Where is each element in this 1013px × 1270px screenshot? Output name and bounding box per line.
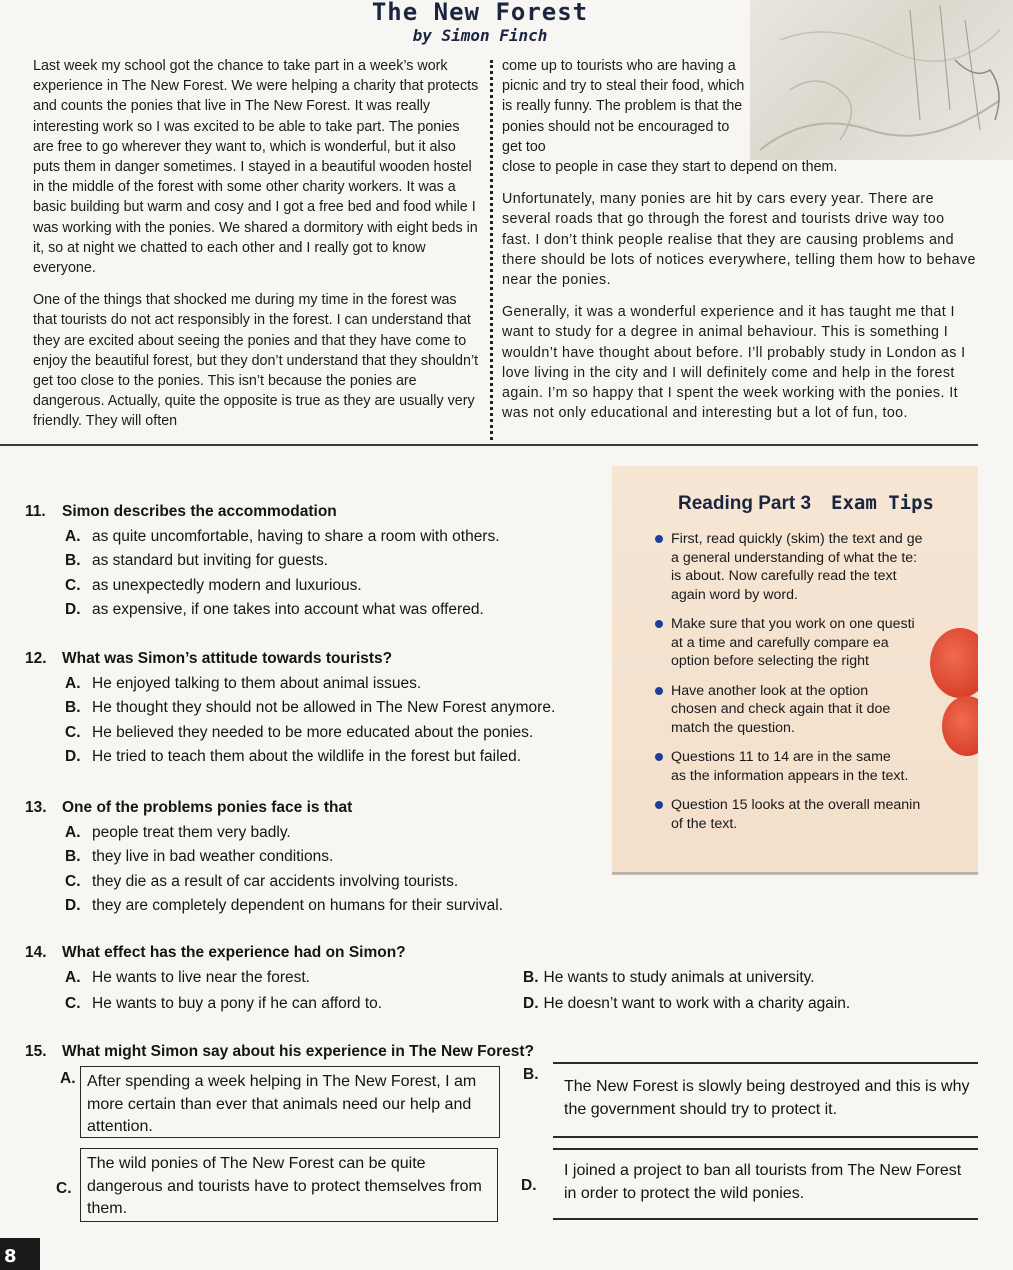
column-divider: [490, 60, 493, 440]
bullet-icon: [655, 687, 663, 695]
option-letter: B.: [65, 552, 81, 570]
question-12: [25, 647, 625, 770]
tip-line: Have another look at the option: [671, 682, 869, 699]
option-letter: D.: [65, 897, 81, 915]
option-a[interactable]: [25, 966, 310, 991]
option-text: they live in bad weather conditions.: [92, 848, 334, 866]
article-author: by Simon Finch: [412, 26, 548, 45]
option-c[interactable]: [25, 574, 605, 599]
option-letter: C.: [65, 994, 81, 1012]
article-bottom-rule: [0, 444, 978, 446]
option-text: they die as a result of car accidents involving tourists.: [92, 872, 459, 890]
tip-line: as the information appears in the text.: [671, 767, 909, 784]
option-b[interactable]: [523, 966, 815, 991]
option-text: He thought they should not be allowed in The New Forest anymore.: [92, 699, 556, 717]
tip-line: at a time and carefully compare ea: [671, 634, 889, 651]
question-15: [25, 1040, 625, 1065]
option-letter: C.: [65, 723, 81, 741]
tips-box-shadow: [612, 872, 978, 875]
tip-line: is about. Now carefully read the text: [671, 568, 897, 584]
option-text: they are completely dependent on humans for their survival.: [92, 897, 503, 915]
tips-title-accent: Exam Tips: [831, 492, 934, 514]
option-d[interactable]: [25, 894, 625, 919]
option-c-box[interactable]: [80, 1148, 498, 1222]
question-number: 12.: [25, 650, 47, 667]
article-paragraph: Generally, it was a wonderful experience and it has taught me that I want to study for a degree in animal behaviour. This is something I wouldn’t have thought about before. I’ll probably study in London as I love living in the city and I will definitely come and help in the forest again. I’m so happy that I spent the week working with the ponies. It was not only educational and interesting but a lot of fun, too.: [502, 304, 966, 422]
option-text: as quite uncomfortable, having to share a room with others.: [92, 527, 500, 545]
tip-item: [652, 682, 978, 738]
option-a-box[interactable]: [80, 1066, 500, 1138]
option-b[interactable]: [25, 845, 625, 870]
article-paragraph: One of the things that shocked me during my time in the forest was that tourists do not act responsibly in the forest. I can understand that they are excited about seeing the ponies and that they have come to enjoy the beautiful forest, but they don’t understand that they shouldn’t get too close to the ponies. This isn’t because the ponies are dangerous. Actually, quite the opposite is true as they are usually very friendly. They will often: [33, 292, 479, 430]
option-c[interactable]: [25, 992, 382, 1017]
option-letter: A.: [60, 1070, 76, 1087]
option-a[interactable]: [25, 525, 605, 550]
tip-item: [652, 530, 978, 604]
question-stem: Simon describes the accommodation: [62, 503, 337, 520]
option-c[interactable]: [25, 721, 625, 746]
option-letter: A.: [65, 527, 81, 545]
question-number: 13.: [25, 799, 47, 816]
option-letter: B.: [65, 699, 81, 717]
article-paragraph: close to people in case they start to depend on them.: [502, 159, 838, 176]
tip-line: Make sure that you work on one questi: [671, 616, 915, 632]
option-a[interactable]: [25, 672, 625, 697]
option-c[interactable]: [25, 870, 625, 895]
tips-title: [678, 492, 978, 515]
question-number: 15.: [25, 1043, 47, 1060]
question-11: [25, 500, 605, 623]
option-b-bottom-rule: [553, 1136, 978, 1138]
question-stem: One of the problems ponies face is that: [62, 799, 353, 816]
tip-line: chosen and check again that it doe: [671, 701, 891, 717]
article-left-column: [33, 56, 483, 444]
option-text: He tried to teach them about the wildlife in the forest but failed.: [92, 748, 522, 766]
tips-title-text: Reading Part 3: [678, 493, 812, 514]
option-letter: C.: [65, 576, 81, 594]
option-text: The wild ponies of The New Forest can be quite dangerous and tourists have to protect themselves from them.: [87, 1155, 482, 1217]
tip-line: Questions 11 to 14 are in the same: [671, 749, 891, 765]
tip-line: Question 15 looks at the overall meanin: [671, 797, 921, 813]
option-d-top-rule: [553, 1148, 978, 1150]
option-b-box[interactable]: [564, 1076, 978, 1121]
option-letter: D.: [523, 994, 539, 1012]
option-text: people treat them very badly.: [92, 823, 291, 841]
bullet-icon: [655, 753, 663, 761]
option-letter: B.: [523, 968, 539, 986]
option-letter: C.: [65, 872, 81, 890]
tip-line: again word by word.: [671, 586, 798, 603]
question-stem: What might Simon say about his experience in The New Forest?: [62, 1043, 534, 1060]
option-text: He wants to live near the forest.: [92, 968, 310, 986]
bullet-icon: [655, 535, 663, 543]
question-stem: What was Simon’s attitude towards tourists?: [62, 650, 393, 667]
option-text: He enjoyed talking to them about animal issues.: [92, 674, 422, 692]
tip-line: First, read quickly (skim) the text and ge: [671, 531, 923, 547]
option-letter: C.: [56, 1180, 72, 1197]
option-text: He believed they needed to be more educated about the ponies.: [92, 723, 534, 741]
question-number: 11.: [25, 503, 46, 520]
option-b[interactable]: [25, 549, 605, 574]
article-paragraph: come up to tourists who are having a picnic and try to steal their food, which is really funny. The problem is that the ponies should not be encouraged to get too: [502, 58, 745, 155]
article-title: The New Forest: [371, 0, 589, 26]
bullet-icon: [655, 620, 663, 628]
option-text: I joined a project to ban all tourists from The New Forest in order to protect the wild ponies.: [564, 1162, 962, 1202]
tip-item: [652, 748, 978, 785]
question-14: [25, 941, 975, 1018]
option-d[interactable]: [25, 745, 625, 770]
tip-line: of the text.: [671, 815, 738, 832]
tips-list: [652, 530, 978, 844]
article-paragraph: Unfortunately, many ponies are hit by cars every year. There are several roads that go through the forest and tourists drive way too fast. I don’t think people realise that they are causing problems and there should be lots of notices everywhere, telling them how to behave near the ponies.: [502, 191, 976, 289]
exam-tips-box: [612, 466, 978, 874]
page-number: 8: [0, 1238, 40, 1270]
option-letter: A.: [65, 823, 81, 841]
option-text: After spending a week helping in The New Forest, I am more certain than ever that animals need our help and attention.: [87, 1073, 477, 1135]
option-letter: A.: [65, 968, 81, 986]
option-d-box[interactable]: [564, 1160, 978, 1205]
option-text: as unexpectedly modern and luxurious.: [92, 576, 362, 594]
option-letter: D.: [65, 601, 81, 619]
option-d[interactable]: [25, 598, 605, 623]
tip-line: match the question.: [671, 719, 795, 736]
question-number: 14.: [25, 944, 47, 961]
option-a[interactable]: [25, 821, 625, 846]
option-b[interactable]: [25, 696, 625, 721]
option-text: The New Forest is slowly being destroyed and this is why the government should try to protect it.: [564, 1078, 970, 1118]
option-letter: D.: [65, 748, 81, 766]
tip-line: a general understanding of what the te:: [671, 549, 918, 566]
option-letter: D.: [521, 1177, 537, 1194]
option-letter: B.: [65, 848, 81, 866]
question-stem: What effect has the experience had on Simon?: [62, 944, 406, 961]
tip-line: option before selecting the right: [671, 653, 869, 669]
option-d-bottom-rule: [553, 1218, 978, 1220]
option-text: He wants to buy a pony if he can afford to.: [92, 994, 383, 1012]
option-letter: B.: [523, 1066, 539, 1083]
option-letter: A.: [65, 674, 81, 692]
option-d[interactable]: [523, 992, 850, 1017]
option-text: He doesn’t want to work with a charity again.: [543, 994, 851, 1012]
option-text: He wants to study animals at university.: [543, 968, 815, 986]
tip-item: [652, 796, 978, 833]
option-b-top-rule: [553, 1062, 978, 1064]
question-13: [25, 796, 625, 919]
article-paragraph: Last week my school got the chance to take part in a week’s work experience in The New Forest. We were helping a charity that protects and counts the ponies that live in The New Forest. It was really interesting work so I was excited to be able to take part. The ponies are free to go wherever they want to, which is wonderful, but it also puts them in danger sometimes. I stayed in a beautiful wooden hostel in the middle of the forest with some other charity workers. It was a basic building but warm and cosy and I got a free bed and food while I was working with the ponies. We shared a dormitory with eight beds in it, so at night we chatted to each other and I really got to know everyone.: [33, 58, 479, 277]
article-right-column: [502, 56, 977, 435]
bullet-icon: [655, 801, 663, 809]
option-text: as standard but inviting for guests.: [92, 552, 329, 570]
option-text: as expensive, if one takes into account what was offered.: [92, 601, 484, 619]
